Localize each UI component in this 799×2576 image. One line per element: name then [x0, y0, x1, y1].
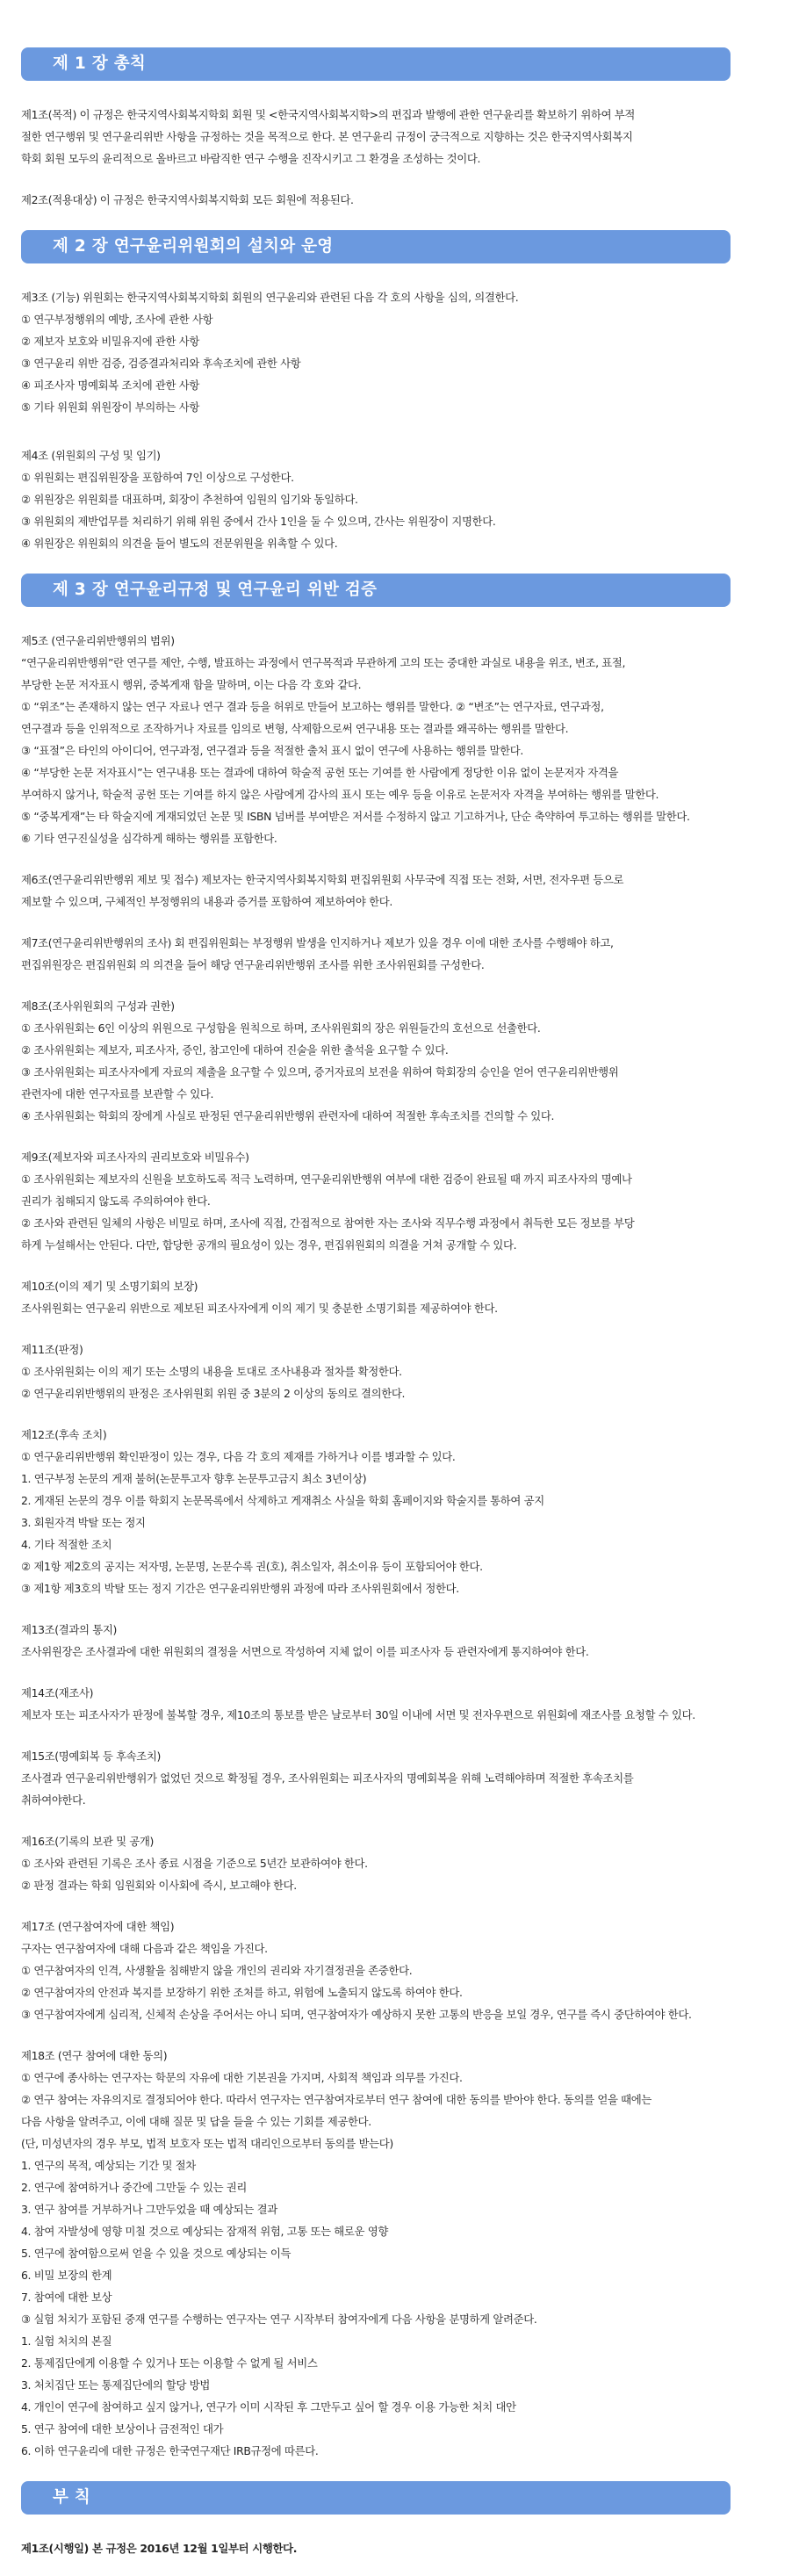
- article-line: ② 제1항 제2호의 공지는 저자명, 논문명, 논문수록 권(호), 취소일자, 취소이유 등이 포함되어야 한다.: [21, 1560, 483, 1573]
- article-line: 6. 비밀 보장의 한계: [21, 2269, 112, 2282]
- article-line: ③ 연구윤리 위반 검증, 검증결과처리와 후속조치에 관한 사항: [21, 357, 301, 370]
- article-line: ④ 피조사자 명예회복 조치에 관한 사항: [21, 379, 199, 392]
- article-line: 3. 회원자격 박탈 또는 정지: [21, 1516, 146, 1529]
- article-line: 2. 게재된 논문의 경우 이를 학회지 논문목록에서 삭제하고 게재취소 사실을 학회 홈페이지와 학술지를 통하여 공지: [21, 1494, 544, 1507]
- article-line: 부여하지 않거나, 학술적 공헌 또는 기여를 하지 않은 사람에게 감사의 표시 또는 예우 등을 이유로 논문저자 자격을 부여하는 행위를 말한다.: [21, 788, 659, 801]
- article-line: ① 연구참여자의 인격, 사생활을 침해받지 않을 개인의 권리와 자기결정권을 존중한다.: [21, 1964, 413, 1977]
- article-line: 제10조(이의 제기 및 소명기회의 보장): [21, 1280, 198, 1293]
- article: [21, 1619, 785, 1663]
- article-line: 5. 연구에 참여함으로써 얻을 수 있을 것으로 예상되는 이득: [21, 2247, 292, 2260]
- article-line: 제3조 (기능) 위원회는 한국지역사회복지학회 회원의 연구윤리와 관련된 다음 각 호의 사항을 심의, 의결한다.: [21, 291, 519, 304]
- article-line: 조사위원회는 연구윤리 위반으로 제보된 피조사자에게 이의 제기 및 충분한 소명기회를 제공하여야 한다.: [21, 1302, 498, 1315]
- article-line: ③ 조사위원회는 피조사자에게 자료의 제출을 요구할 수 있으며, 증거자료의 보전을 위하여 학회장의 승인을 얻어 연구윤리위반행위: [21, 1065, 619, 1079]
- article-line: ② 조사위원회는 제보자, 피조사자, 증인, 참고인에 대하여 진술을 위한 출석을 요구할 수 있다.: [21, 1043, 449, 1057]
- article-line: 5. 연구 참여에 대한 보상이나 금전적인 대가: [21, 2422, 224, 2435]
- chapter-section: [21, 2481, 785, 2559]
- article-line: ⑤ 기타 위원회 위원장이 부의하는 사항: [21, 400, 199, 414]
- article-line: 2. 연구에 참여하거나 중간에 그만둘 수 있는 권리: [21, 2181, 248, 2194]
- chapter-header: 제 3 장 연구윤리규정 및 연구윤리 위반 검증: [21, 574, 731, 607]
- article-line: 3. 처치집단 또는 통제집단에의 할당 방법: [21, 2378, 210, 2392]
- article: [21, 2045, 785, 2462]
- article: [21, 1830, 785, 1896]
- article-line: 제11조(판정): [21, 1343, 83, 1356]
- article: [21, 1275, 785, 1319]
- chapter-section: [21, 47, 785, 211]
- article-line: ③ 실험 처치가 포함된 중재 연구를 수행하는 연구자는 연구 시작부터 참여자에게 다음 사항을 분명하게 알려준다.: [21, 2313, 537, 2326]
- article-line: 제보자 또는 피조사자가 판정에 불복할 경우, 제10조의 통보를 받은 날로부터 30일 이내에 서면 및 전자우편으로 위원회에 재조사를 요청할 수 있다.: [21, 1708, 695, 1721]
- article: [21, 995, 785, 1127]
- article-line: 관련자에 대한 연구자료를 보관할 수 있다.: [21, 1087, 214, 1100]
- article-line: 6. 이하 연구윤리에 대한 규정은 한국연구재단 IRB규정에 따른다.: [21, 2444, 319, 2457]
- article-line: 연구결과 등을 인위적으로 조작하거나 자료를 임의로 변형, 삭제함으로써 연구내용 또는 결과를 왜곡하는 행위를 말한다.: [21, 722, 569, 735]
- article-line: ② 판정 결과는 학회 임원회와 이사회에 즉시, 보고해야 한다.: [21, 1879, 297, 1892]
- article-line: 다음 사항을 알려주고, 이에 대해 질문 및 답을 들을 수 있는 기회를 제공한다.: [21, 2115, 371, 2128]
- article-line: ① 연구에 종사하는 연구자는 학문의 자유에 대한 기본권을 가지며, 사회적 책임과 의무를 가진다.: [21, 2071, 463, 2084]
- article-line: 제14조(재조사): [21, 1686, 94, 1699]
- article-line: (단, 미성년자의 경우 부모, 법적 보호자 또는 법적 대리인으로부터 동의를 받는다): [21, 2137, 393, 2150]
- article-line: 제1조(목적) 이 규정은 한국지역사회복지학회 회원 및 <한국지역사회복지학>의 편집과 발행에 관한 연구윤리를 확보하기 위하여 부적: [21, 108, 636, 121]
- article-line: 편집위원장은 편집위원회 의 의견을 들어 해당 연구윤리위반행위 조사를 위한 조사위원회를 구성한다.: [21, 958, 485, 971]
- article: [21, 104, 785, 170]
- article: [21, 1424, 785, 1599]
- chapter-header: 부 칙: [21, 2481, 731, 2515]
- article-line: ④ 위원장은 위원회의 의견을 들어 별도의 전문위원을 위촉할 수 있다.: [21, 537, 338, 550]
- article-line: 1. 연구부정 논문의 게재 불허(논문투고자 향후 논문투고금지 최소 3년이상): [21, 1472, 367, 1485]
- article-line: ① 조사위원회는 6인 이상의 위원으로 구성함을 원칙으로 하며, 조사위원회의 장은 위원들간의 호선으로 선출한다.: [21, 1021, 541, 1035]
- article-line: 3. 연구 참여를 거부하거나 그만두었을 때 예상되는 결과: [21, 2203, 277, 2216]
- article-line: 7. 참여에 대한 보상: [21, 2291, 112, 2304]
- article-line: ① “위조”는 존재하지 않는 연구 자료나 연구 결과 등을 허위로 만들어 보고하는 행위를 말한다. ② “변조”는 연구자료, 연구과정,: [21, 700, 604, 713]
- article-line: 4. 기타 적절한 조치: [21, 1538, 112, 1551]
- article-line: 제18조 (연구 참여에 대한 동의): [21, 2049, 168, 2062]
- article-line: ④ “부당한 논문 저자표시”는 연구내용 또는 결과에 대하여 학술적 공헌 또는 기여를 한 사람에게 정당한 이유 없이 논문저자 자격을: [21, 766, 619, 779]
- article-line: 학회 회원 모두의 윤리적으로 올바르고 바람직한 연구 수행을 진작시키고 그 환경을 조성하는 것이다.: [21, 152, 481, 165]
- article-line: 제9조(제보자와 피조사자의 권리보호와 비밀유수): [21, 1151, 249, 1164]
- article-line: 제12조(후속 조치): [21, 1428, 107, 1441]
- article-line: 제15조(명예회복 등 후속조치): [21, 1750, 162, 1763]
- article-line: 제1조(시행일) 본 규정은 2016년 12월 1일부터 시행한다.: [21, 2542, 298, 2555]
- article-line: 1. 연구의 목적, 예상되는 기간 및 절차: [21, 2159, 196, 2172]
- article-line: 부당한 논문 저자표시 행위, 중복게재 함을 말하며, 이는 다음 각 호와 같다.: [21, 678, 362, 691]
- article-line: 구자는 연구참여자에 대해 다음과 같은 책임을 가진다.: [21, 1942, 268, 1955]
- article-line: ② 위원장은 위원회를 대표하며, 회장이 추천하여 임원의 임기와 동일하다.: [21, 493, 358, 506]
- article-line: ② 연구 참여는 자유의지로 결정되어야 한다. 따라서 연구자는 연구참여자로부터 연구 참여에 대한 동의를 받아야 한다. 동의를 얻을 때에는: [21, 2093, 652, 2106]
- article: [21, 1916, 785, 2025]
- article-line: ② 제보자 보호와 비밀유지에 관한 사항: [21, 335, 199, 348]
- article-line: ③ “표절”은 타인의 아이디어, 연구과정, 연구결과 등을 적절한 출처 표시 없이 연구에 사용하는 행위를 말한다.: [21, 744, 523, 757]
- article-line: 조사위원장은 조사결과에 대한 위원회의 결정을 서면으로 작성하여 지체 없이 이를 피조사자 등 관련자에게 통지하여야 한다.: [21, 1645, 589, 1658]
- article-line: 제16조(기록의 보관 및 공개): [21, 1835, 154, 1848]
- chapter-header: 제 2 장 연구윤리위원회의 설치와 운영: [21, 230, 731, 263]
- chapter-section: [21, 230, 785, 554]
- article-line: ③ 연구참여자에게 심리적, 신체적 손상을 주어서는 아니 되며, 연구참여자가 예상하지 못한 고통의 반응을 보일 경우, 연구를 즉시 중단하여야 한다.: [21, 2008, 692, 2021]
- article-line: 제6조(연구윤리위반행위 제보 및 접수) 제보자는 한국지역사회복지학회 편집위원회 사무국에 직접 또는 전화, 서면, 전자우편 등으로: [21, 873, 624, 886]
- article-line: ② 연구윤리위반행위의 판정은 조사위원회 위원 중 3분의 2 이상의 동의로 결의한다.: [21, 1387, 406, 1400]
- article-line: 제17조 (연구참여자에 대한 책임): [21, 1920, 175, 1933]
- article: [21, 286, 785, 418]
- article-line: 제보할 수 있으며, 구체적인 부정행위의 내용과 증거를 포함하여 제보하여야 한다.: [21, 895, 392, 908]
- article-line: ⑤ “중복게재”는 타 학술지에 게재되었던 논문 및 ISBN 넘버를 부여받은 저서를 수정하지 않고 기고하거나, 단순 축약하여 투고하는 행위를 말한다.: [21, 810, 690, 823]
- article-line: 4. 참여 자발성에 영향 미칠 것으로 예상되는 잠재적 위험, 고통 또는 해로운 영향: [21, 2225, 388, 2238]
- article-line: ② 조사와 관련된 일체의 사항은 비밀로 하며, 조사에 직접, 간접적으로 참여한 자는 조사와 직무수행 과정에서 취득한 모든 정보를 부당: [21, 1216, 635, 1230]
- article-line: ⑥ 기타 연구진실성을 심각하게 해하는 행위를 포함한다.: [21, 832, 277, 845]
- article-line: ① 위원회는 편집위원장을 포함하여 7인 이상으로 구성한다.: [21, 471, 294, 484]
- article-line: 권리가 침해되지 않도록 주의하여야 한다.: [21, 1194, 211, 1208]
- article: [21, 932, 785, 976]
- article: [21, 1339, 785, 1404]
- article-line: 2. 통제집단에게 이용할 수 있거나 또는 이용할 수 없게 될 서비스: [21, 2356, 318, 2370]
- article-line: 1. 실험 처치의 본질: [21, 2334, 112, 2348]
- article-line: 제13조(결과의 통지): [21, 1623, 117, 1636]
- article-line: 조사결과 연구윤리위반행위가 없었던 것으로 확정될 경우, 조사위원회는 피조사자의 명예회복을 위해 노력해야하며 적절한 후속조치를: [21, 1771, 634, 1785]
- article: [21, 1745, 785, 1811]
- article-line: 취하여야한다.: [21, 1793, 86, 1807]
- article-line: “연구윤리위반행위”란 연구를 제안, 수행, 발표하는 과정에서 연구목적과 무관하게 고의 또는 중대한 과실로 내용을 위조, 변조, 표절,: [21, 656, 626, 669]
- article-line: ② 연구참여자의 안전과 복지를 보장하기 위한 조처를 하고, 위험에 노출되지 않도록 하여야 한다.: [21, 1986, 463, 1999]
- article: [21, 1682, 785, 1726]
- article: [21, 1146, 785, 1256]
- article-line: ④ 조사위원회는 학회의 장에게 사실로 판정된 연구윤리위반행위 관련자에 대하여 적절한 후속조치를 건의할 수 있다.: [21, 1109, 555, 1122]
- article-line: 제7조(연구윤리위반행위의 조사) 회 편집위원회는 부정행위 발생을 인지하거나 제보가 있을 경우 이에 대한 조사를 수행해야 하고,: [21, 936, 614, 949]
- article-line: 절한 연구행위 및 연구윤리위반 사항을 규정하는 것을 목적으로 한다. 본 연구윤리 규정이 궁극적으로 지향하는 것은 한국지역사회복지: [21, 130, 633, 143]
- article: [21, 869, 785, 913]
- article-line: 하게 누설해서는 안된다. 다만, 합당한 공개의 필요성이 있는 경우, 편집위원회의 의결을 거쳐 공개할 수 있다.: [21, 1238, 517, 1252]
- article-line: 제4조 (위원회의 구성 및 임기): [21, 449, 161, 462]
- article-line: 4. 개인이 연구에 참여하고 싶지 않거나, 연구가 이미 시작된 후 그만두고 싶어 할 경우 이용 가능한 처치 대안: [21, 2400, 516, 2414]
- chapter-section: [21, 574, 785, 2462]
- article: [21, 630, 785, 849]
- article-line: ① 조사위원회는 제보자의 신원을 보호하도록 적극 노력하며, 연구윤리위반행위 여부에 대한 검증이 완료될 때 까지 피조사자의 명예나: [21, 1173, 632, 1186]
- article-line: ③ 위원회의 제반업무를 처리하기 위해 위원 중에서 간사 1인을 둘 수 있으며, 간사는 위원장이 지명한다.: [21, 515, 496, 528]
- article: [21, 444, 785, 554]
- article-line: ① 조사와 관련된 기록은 조사 종료 시점을 기준으로 5년간 보관하여야 한다.: [21, 1857, 368, 1870]
- article-line: 제8조(조사위원회의 구성과 권한): [21, 999, 175, 1013]
- article-line: ③ 제1항 제3호의 박탈 또는 정지 기간은 연구윤리위반행위 과정에 따라 조사위원회에서 정한다.: [21, 1582, 459, 1595]
- chapter-header: 제 1 장 총칙: [21, 47, 731, 81]
- article: [21, 189, 785, 211]
- article-line: 제2조(적용대상) 이 규정은 한국지역사회복지학회 모든 회원에 적용된다.: [21, 193, 354, 206]
- article-line: ① 조사위원회는 이의 제기 또는 소명의 내용을 토대로 조사내용과 절차를 확정한다.: [21, 1365, 402, 1378]
- article-line: ① 연구부정행위의 예방, 조사에 관한 사항: [21, 313, 213, 326]
- article-line: 제5조 (연구윤리위반행위의 범위): [21, 634, 175, 647]
- article: [21, 2537, 785, 2559]
- article-line: ① 연구윤리위반행위 확인판정이 있는 경우, 다음 각 호의 제재를 가하거나 이를 병과할 수 있다.: [21, 1450, 456, 1463]
